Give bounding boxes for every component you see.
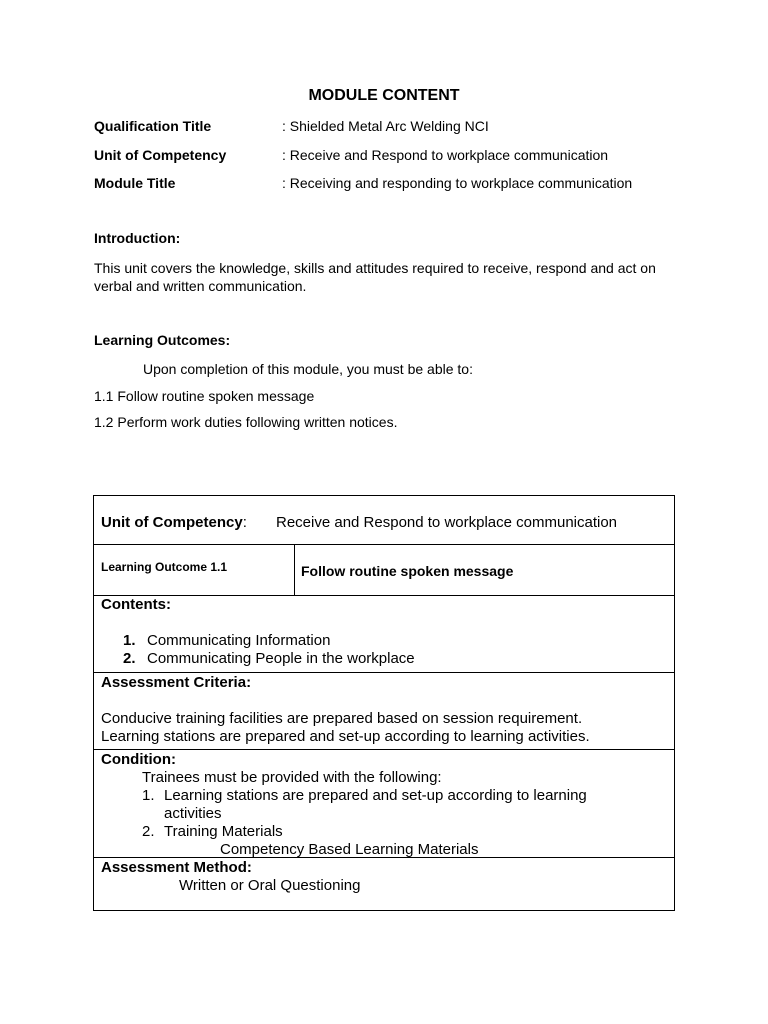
contents-item-text: Communicating Information: [147, 632, 331, 649]
learning-outcome-value: Follow routine spoken message: [301, 563, 514, 579]
learning-outcome-item: 1.1 Follow routine spoken message: [94, 388, 315, 404]
condition-item-number: 1.: [142, 787, 155, 804]
learning-outcome-row: [94, 544, 674, 596]
cell-divider: [294, 544, 295, 595]
module-title-value: : Receiving and responding to workplace communication: [282, 175, 633, 191]
page-title: MODULE CONTENT: [308, 87, 460, 104]
condition-item-text: activities: [164, 805, 222, 822]
assessment-method-row: [94, 857, 674, 910]
contents-row: [94, 595, 674, 673]
learning-outcome-item: 1.2 Perform work duties following written notices.: [94, 414, 398, 430]
assessment-criteria-line: Conducive training facilities are prepared based on session requirement.: [101, 710, 583, 727]
unit-of-competency-label: Unit of Competency: [94, 147, 227, 163]
condition-item-number: 2.: [142, 823, 155, 840]
assessment-method-heading: Assessment Method:: [101, 859, 252, 876]
assessment-criteria-row: [94, 672, 674, 750]
contents-item-number: 1.: [123, 632, 136, 649]
learning-outcomes-lead: Upon completion of this module, you must be able to:: [143, 361, 473, 377]
learning-outcomes-heading: Learning Outcomes:: [94, 332, 231, 348]
condition-lead: Trainees must be provided with the following:: [142, 769, 442, 786]
assessment-criteria-line: Learning stations are prepared and set-up according to learning activities.: [101, 728, 590, 745]
assessment-criteria-heading: Assessment Criteria:: [101, 674, 252, 691]
condition-heading: Condition:: [101, 751, 176, 768]
unit-row-value: Receive and Respond to workplace communication: [276, 514, 618, 531]
condition-item-text: Training Materials: [164, 823, 283, 840]
introduction-heading: Introduction:: [94, 230, 181, 246]
assessment-method-text: Written or Oral Questioning: [179, 877, 361, 894]
unit-of-competency-value: : Receive and Respond to workplace communication: [282, 147, 609, 163]
condition-sub-item: Competency Based Learning Materials: [220, 841, 479, 858]
unit-row: [94, 496, 674, 545]
unit-row-label: Unit of Competency: [101, 514, 243, 531]
condition-row: [94, 749, 674, 858]
contents-item-text: Communicating People in the workplace: [147, 650, 415, 667]
unit-row-text: [101, 514, 247, 531]
contents-item-number: 2.: [123, 650, 136, 667]
unit-row-colon: :: [242, 514, 247, 531]
competency-table: [93, 495, 675, 911]
module-title-label: Module Title: [94, 175, 176, 191]
condition-item-text: Learning stations are prepared and set-up according to learning: [164, 787, 587, 804]
qualification-title-value: : Shielded Metal Arc Welding NCI: [282, 118, 489, 134]
learning-outcome-label: Learning Outcome 1.1: [101, 560, 228, 574]
contents-heading: Contents:: [101, 596, 171, 613]
introduction-text: This unit covers the knowledge, skills and attitudes required to receive, respond and act on verbal and written communication.: [94, 260, 656, 294]
qualification-title-label: Qualification Title: [94, 118, 212, 134]
